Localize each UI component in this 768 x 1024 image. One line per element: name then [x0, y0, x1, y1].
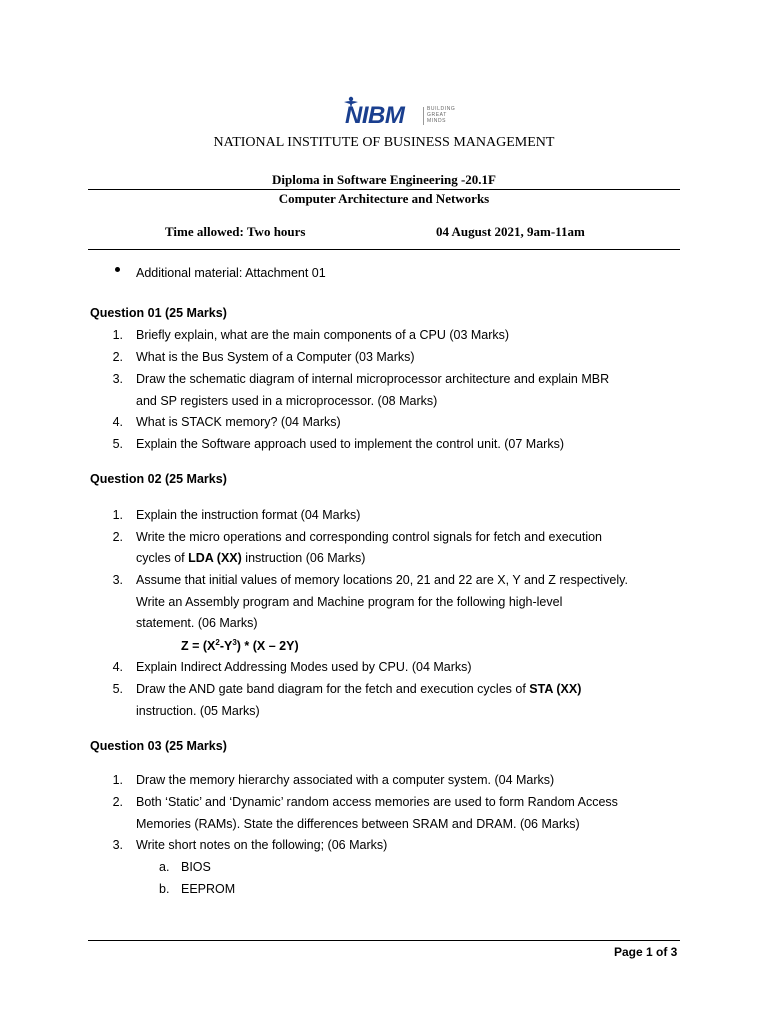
logo-wordmark: NIBM	[345, 102, 405, 129]
q2-item-2-line-1: Write the micro operations and corresponding control signals for fetch and execution	[136, 530, 602, 544]
q3-item-2-line-1: Both ‘Static’ and ‘Dynamic’ random access memories are used to form Random Access	[136, 795, 618, 809]
list-number: 2.	[112, 350, 123, 364]
list-number: 4.	[112, 660, 123, 674]
q2-item-5-line-2: instruction. (05 Marks)	[136, 704, 260, 718]
q1-item-3-line-2: and SP registers used in a microprocessor. (08 Marks)	[136, 394, 438, 408]
q1-item-2: What is the Bus System of a Computer (03 Marks)	[136, 350, 415, 364]
q2-item-3-line-2: Write an Assembly program and Machine program for the following high-level	[136, 595, 563, 609]
course-title: Computer Architecture and Networks	[278, 191, 490, 206]
list-number: 5.	[112, 437, 123, 451]
list-number: 3.	[112, 573, 123, 587]
additional-material: Additional material: Attachment 01	[136, 266, 326, 280]
list-number: 5.	[112, 682, 123, 696]
institute-name: NATIONAL INSTITUTE OF BUSINESS MANAGEMENT	[213, 135, 555, 150]
sub-letter: a.	[159, 860, 170, 874]
q2-item-4: Explain Indirect Addressing Modes used by CPU. (04 Marks)	[136, 660, 472, 674]
q2-item-3-line-1: Assume that initial values of memory locations 20, 21 and 22 are X, Y and Z respectively.	[136, 573, 628, 587]
q1-item-4: What is STACK memory? (04 Marks)	[136, 415, 341, 429]
header-rule-top	[88, 189, 680, 190]
bullet-icon	[115, 267, 120, 272]
list-number: 1.	[112, 328, 123, 342]
list-number: 2.	[112, 530, 123, 544]
list-number: 1.	[112, 508, 123, 522]
q2-item-1: Explain the instruction format (04 Marks)	[136, 508, 361, 522]
q3-item-1: Draw the memory hierarchy associated with a computer system. (04 Marks)	[136, 773, 555, 787]
list-number: 3.	[112, 372, 123, 386]
logo-divider	[423, 107, 424, 125]
footer-rule	[88, 940, 680, 941]
exam-date: 04 August 2021, 9am-11am	[436, 224, 585, 239]
q2-item-3-line-3: statement. (06 Marks)	[136, 616, 258, 630]
q1-heading: Question 01 (25 Marks)	[90, 306, 227, 320]
q2-item-2-line-2: cycles of LDA (XX) instruction (06 Marks)	[136, 551, 366, 565]
q3-item-3: Write short notes on the following; (06 Marks)	[136, 838, 388, 852]
q1-item-1: Briefly explain, what are the main components of a CPU (03 Marks)	[136, 328, 510, 342]
q2-item-5-line-1: Draw the AND gate band diagram for the fetch and execution cycles of STA (XX)	[136, 682, 582, 696]
q3-sub-item-eeprom: EEPROM	[181, 882, 236, 896]
diploma-title: Diploma in Software Engineering -20.1F	[271, 172, 496, 187]
list-number: 4.	[112, 415, 123, 429]
q3-heading: Question 03 (25 Marks)	[90, 739, 227, 753]
list-number: 3.	[112, 838, 123, 852]
q1-item-3-line-1: Draw the schematic diagram of internal microprocessor architecture and explain MBR	[136, 372, 610, 386]
q3-sub-item-bios: BIOS	[181, 860, 211, 874]
list-number: 2.	[112, 795, 123, 809]
list-number: 1.	[112, 773, 123, 787]
header-rule-bottom	[88, 249, 680, 250]
sub-letter: b.	[159, 882, 170, 896]
q2-heading: Question 02 (25 Marks)	[90, 472, 227, 486]
logo-tagline: BUILDING GREAT MINDS	[427, 106, 456, 124]
time-allowed: Time allowed: Two hours	[165, 224, 306, 239]
q3-item-2-line-2: Memories (RAMs). State the differences between SRAM and DRAM. (06 Marks)	[136, 817, 580, 831]
nibm-logo	[343, 96, 463, 136]
q1-item-5: Explain the Software approach used to implement the control unit. (07 Marks)	[136, 437, 564, 451]
page-number: Page 1 of 3	[614, 945, 678, 959]
equation: $Z = (X^2-Y^3) * (X - 2Y)$	[181, 638, 299, 654]
